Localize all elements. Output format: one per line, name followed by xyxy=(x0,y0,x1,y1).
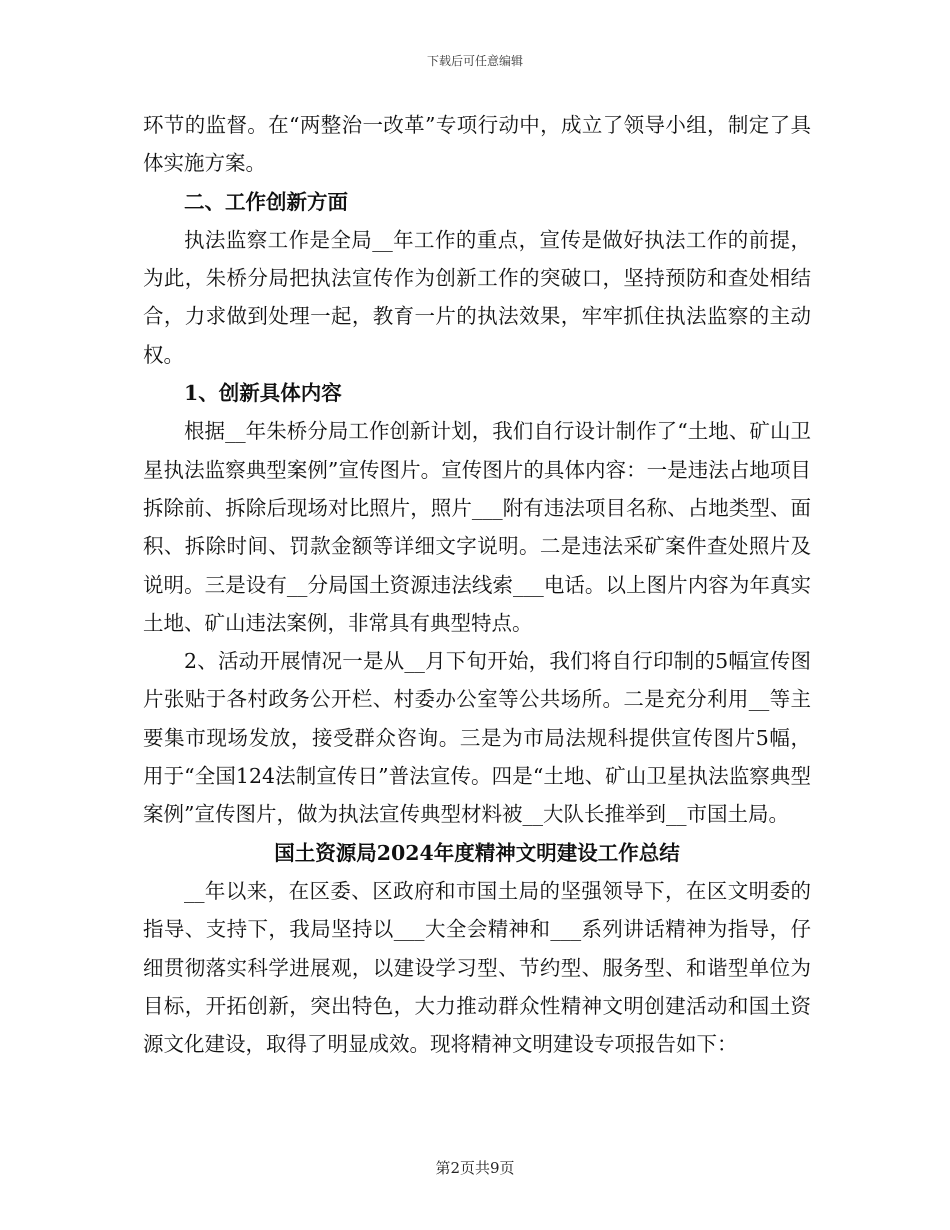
section-heading-innovation: 二、工作创新方面 xyxy=(184,189,348,214)
paragraph-innovation-intro: 执法监察工作是全局__年工作的重点，宣传是做好执法工作的前提，为此，朱桥分局把执法宣传作为创新工作的突破口，坚持预防和查处相结合，力求做到处理一起，教育一片的执法效果，牢牢抓住执法监察的主动权。 xyxy=(143,227,811,367)
paragraph-continuation: 环节的监督。在“两整治一改革”专项行动中，成立了领导小组，制定了具体实施方案。 xyxy=(143,113,811,176)
subsection-heading-content: 1、创新具体内容 xyxy=(184,381,342,406)
page-header: 下载后可任意编辑 xyxy=(426,54,523,68)
page-number: 第2页共9页 xyxy=(435,1159,515,1177)
paragraph-innovation-content: 根据__年朱桥分局工作创新计划，我们自行设计制作了“土地、矿山卫星执法监察典型案例”宣传图片。宣传图片的具体内容：一是违法占地项目拆除前、拆除后现场对比照片，照片___附有违法项目名称、占地类型、面积、拆除时间、罚款金额等详细文字说明。二是违法采矿案件查处照片及说明。三是设有__分局国土资源违法线索___电话。以上图片内容为年真实土地、矿山违法案例，非常具有典型特点。 xyxy=(143,419,811,635)
paragraph-report-intro: __年以来，在区委、区政府和市国土局的坚强领导下，在区文明委的指导、支持下，我局坚持以___大全会精神和___系列讲话精神为指导，仔细贯彻落实科学进展观，以建设学习型、节约型、服务型、和谐型单位为目标，开拓创新，突出特色，大力推动群众性精神文明创建活动和国土资源文化建设，取得了明显成效。现将精神文明建设专项报告如下： xyxy=(143,878,811,1057)
paragraph-activity-status: 2、活动开展情况一是从__月下旬开始，我们将自行印制的5幅宣传图片张贴于各村政务公开栏、村委办公室等公共场所。二是充分利用__等主要集市现场发放，接受群众咨询。三是为市局法规科提供宣传图片5幅，用于“全国124法制宣传日”普法宣传。四是“土地、矿山卫星执法监察典型案例”宣传图片，做为执法宣传典型材料被__大队长推举到__市国土局。 xyxy=(143,649,811,827)
document-body xyxy=(143,106,811,1063)
document-title: 国土资源局2024年度精神文明建设工作总结 xyxy=(274,840,680,865)
